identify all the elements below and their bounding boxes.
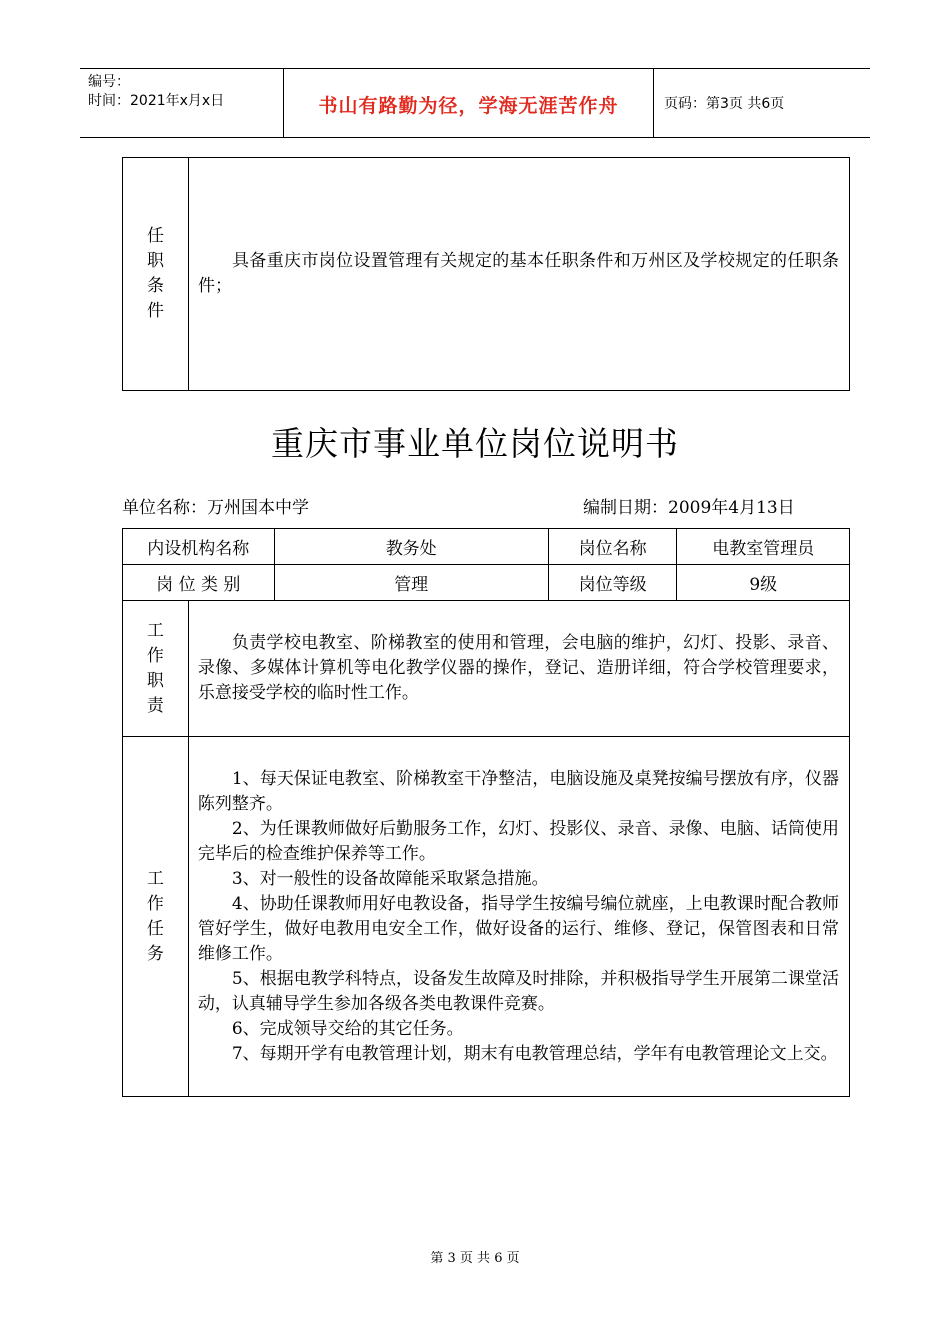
task-item: 6、完成领导交给的其它任务。 — [231, 1018, 464, 1039]
task-item: 4、协助任课教师用好电教设备，指导学生按编号编位就座，上电教课时配合教师管好学生，做好电教用电安全工作，做好设备的运行、维修、登记，保管图表和日常维修工作。 — [197, 893, 839, 964]
tasks-list — [188, 737, 849, 1097]
dept-label: 内设机构名称 — [123, 529, 275, 565]
level-value: 9级 — [677, 565, 850, 601]
page-header — [80, 68, 870, 138]
header-page-info: 页码：第3页 共6页 — [664, 96, 785, 112]
category-label: 岗 位 类 别 — [123, 565, 275, 601]
header-time: 时间：2021年x月x日 — [88, 93, 225, 109]
qualifications-text: 具备重庆市岗位设置管理有关规定的基本任职条件和万州区及学校规定的任职条件； — [189, 158, 850, 391]
qualifications-table — [122, 157, 850, 391]
header-divider — [653, 69, 654, 137]
task-item: 3、对一般性的设备故障能采取紧急措施。 — [231, 868, 549, 889]
unit-name: 单位名称：万州国本中学 — [122, 498, 309, 518]
task-item: 2、为任课教师做好后勤服务工作，幻灯、投影仪、录音、录像、电脑、话筒使用完毕后的检查维护保养等工作。 — [197, 818, 839, 864]
level-label: 岗位等级 — [548, 565, 677, 601]
position-table — [122, 528, 850, 1097]
duties-label: 工 作 职 责 — [123, 601, 189, 737]
post-label: 岗位名称 — [548, 529, 677, 565]
header-number: 编号： — [88, 74, 130, 90]
post-value: 电教室管理员 — [677, 529, 850, 565]
duties-text: 负责学校电教室、阶梯教室的使用和管理，会电脑的维护，幻灯、投影、录音、录像、多媒体计算机等电化教学仪器的操作，登记、造册详细，符合学校管理要求，乐意接受学校的临时性工作。 — [188, 601, 849, 737]
dept-value: 教务处 — [274, 529, 548, 565]
page-footer: 第 3 页 共 6 页 — [430, 1251, 520, 1266]
task-item: 7、每期开学有电教管理计划，期末有电教管理总结，学年有电教管理论文上交。 — [231, 1043, 838, 1064]
task-item: 1、每天保证电教室、阶梯教室干净整洁，电脑设施及桌凳按编号摆放有序，仪器陈列整齐。 — [197, 768, 839, 814]
header-motto: 书山有路勤为径，学海无涯苦作舟 — [318, 95, 619, 117]
task-item: 5、根据电教学科特点，设备发生故障及时排除，并积极指导学生开展第二课堂活动，认真辅导学生参加各级各类电教课件竞赛。 — [197, 968, 839, 1014]
category-value: 管理 — [274, 565, 548, 601]
tasks-label: 工 作 任 务 — [123, 737, 189, 1097]
document-title: 重庆市事业单位岗位说明书 — [271, 424, 679, 463]
qualifications-label: 任 职 条 件 — [123, 158, 189, 391]
header-left — [88, 73, 284, 111]
compile-date: 编制日期：2009年4月13日 — [583, 498, 795, 518]
